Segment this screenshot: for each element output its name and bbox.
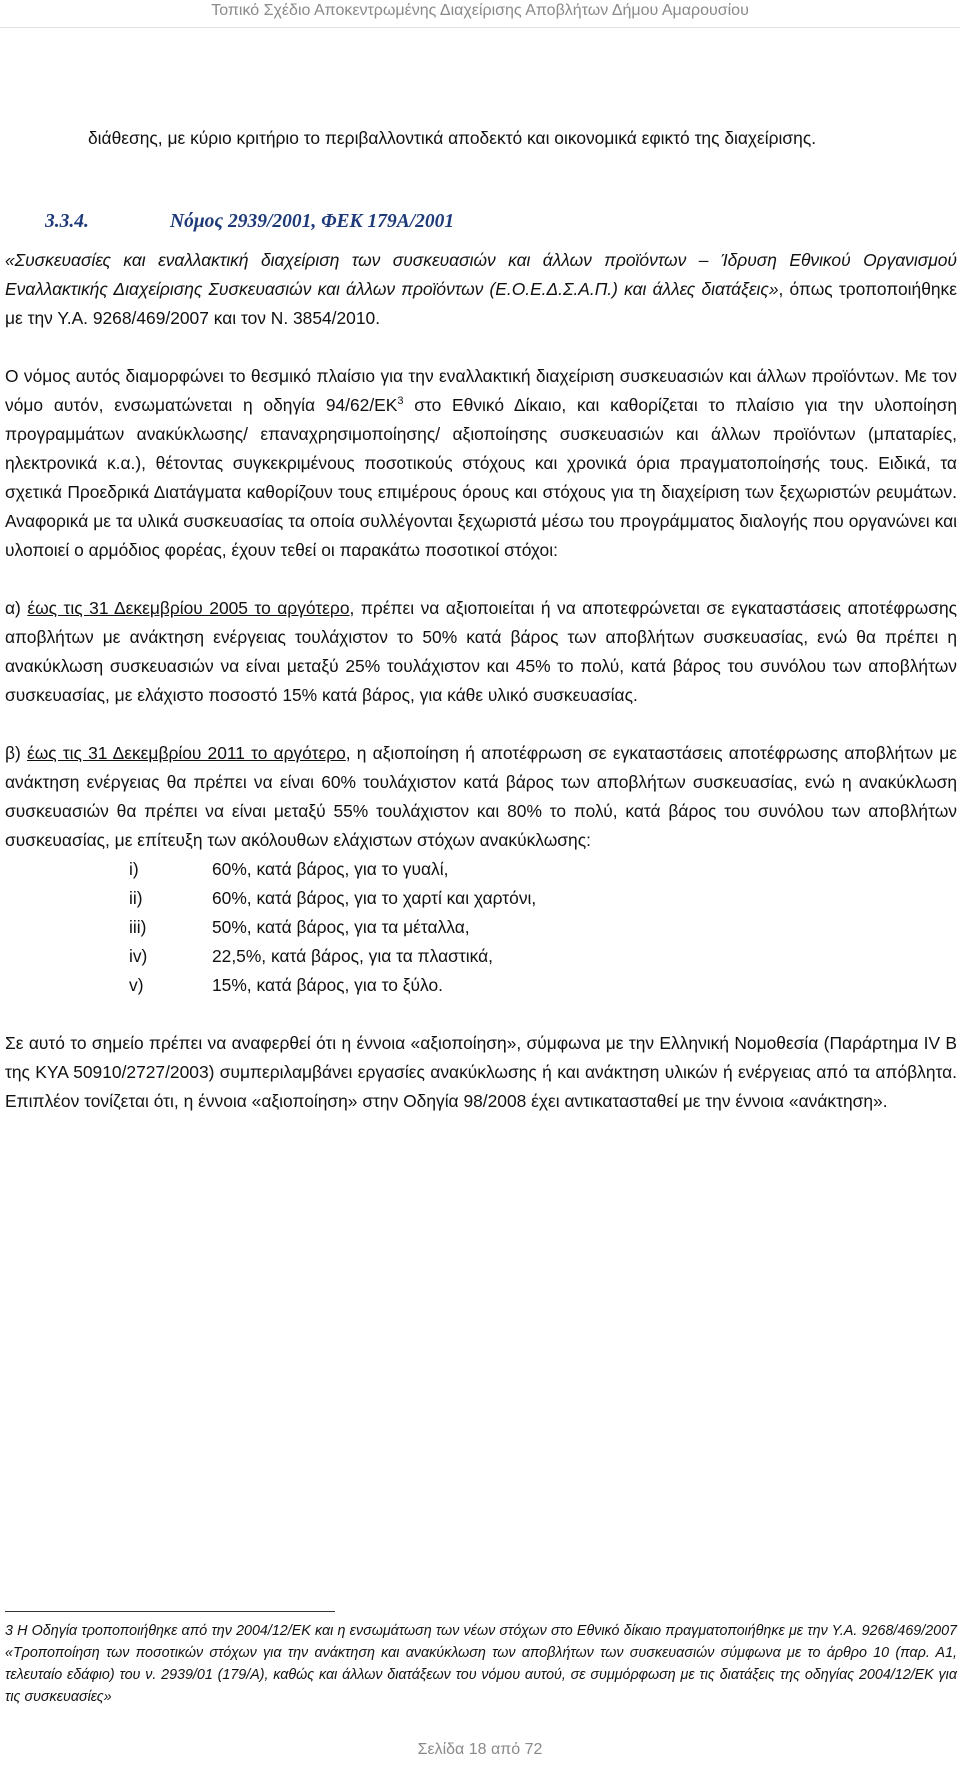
recycling-targets-list: [5, 855, 957, 1000]
paragraph-target-a: α) έως τις 31 Δεκεμβρίου 2005 το αργότερο, πρέπει να αξιοποιείται ή να αποτεφρώνεται σε εγκαταστάσεις αποτέφρωσης αποβλήτων με ανάκτηση ενέργειας τουλάχιστον το 50% κατά βάρος των αποβλήτων συσκευασίας, ενώ θα πρέπει η ανακύκλωση συσκευασιών να είναι μεταξύ 25% τουλάχιστον και 45% το πολύ, κατά βάρος του συνόλου των αποβλήτων συσκευασίας, με ελάχιστο ποσοστό 15% κατά βάρος, για κάθε υλικό συσκευασίας.: [5, 598, 957, 705]
list-item: v) 15%, κατά βάρος, για το ξύλο.: [129, 975, 443, 995]
footnote: 3 Η Οδηγία τροποποιήθηκε από την 2004/12/ΕΚ και η ενσωμάτωση των νέων στόχων στο Εθνικό δίκαιο πραγματοποιήθηκε με την Υ.Α. 9268/469/2007 «Τροποποίηση των ποσοτικών στόχων για την ανάκτηση και ανακύκλωση των αποβλήτων των συσκευασιών σύμφωνα με το άρθρο 10 (παρ. Α1, τελευταίο εδάφιο) του ν. 2939/01 (179/Α), καθώς και άλλων διατάξεων του νόμου αυτού, σε συμμόρφωση με τις διατάξεις της οδηγίας 2004/12/ΕΚ για τις συσκευασίες»: [5, 1623, 957, 1705]
paragraph-target-b: β) έως τις 31 Δεκεμβρίου 2011 το αργότερο, η αξιοποίηση ή αποτέφρωση σε εγκαταστάσεις αποτέφρωσης αποβλήτων με ανάκτηση ενέργειας θα πρέπει να είναι 60% τουλάχιστον κατά βάρος των αποβλήτων συσκευασίας, ενώ η ανακύκλωση συσκευασιών θα πρέπει να είναι μεταξύ 55% τουλάχιστον και 80% το πολύ, κατά βάρος του συνόλου των αποβλήτων συσκευασίας, με επίτευξη των ακόλουθων ελάχιστων στόχων ανακύκλωσης:: [5, 743, 957, 850]
section-title: Νόμος 2939/2001, ΦΕΚ 179Α/2001: [170, 211, 455, 232]
document-body: [5, 124, 957, 1116]
law-title-paragraph: [5, 246, 957, 333]
page-number: Σελίδα 18 από 72: [417, 1741, 543, 1758]
header-divider: [0, 27, 960, 28]
footnote-divider: [5, 1611, 335, 1612]
paragraph-recovery-note: Σε αυτό το σημείο πρέπει να αναφερθεί ότι η έννοια «αξιοποίηση», σύμφωνα με την Ελληνική Νομοθεσία (Παράρτημα IV B της ΚΥΑ 50910/2727/2003) συμπεριλαμβάνει εργασίες ανακύκλωσης ή και ανάκτηση υλικών ή ενέργειας από τα απόβλητα. Επιπλέον τονίζεται ότι, η έννοια «αξιοποίηση» στην Οδηγία 98/2008 έχει αντικατασταθεί με την έννοια «ανάκτηση».: [5, 1033, 957, 1111]
law-title-rest: , όπως τροποποιήθηκε με την Υ.Α. 9268/469/2007 και τον Ν. 3854/2010.: [5, 279, 957, 328]
list-item: iii) 50%, κατά βάρος, για τα μέταλλα,: [129, 917, 470, 937]
paragraph-framework: Ο νόμος αυτός διαμορφώνει το θεσμικό πλαίσιο για την εναλλακτική διαχείριση συσκευασιών και άλλων προϊόντων. Με τον νόμο αυτόν, ενσωματώνεται η οδηγία $94/62/EK^3$ στο Εθνικό Δίκαιο, και καθορίζεται το πλαίσιο για την υλοποίηση προγραμμάτων ανακύκλωσης/ επαναχρησιμοποίησης/ αξιοποίησης συσκευασιών και άλλων προϊόντων (μπαταρίες, ηλεκτρονικά κ.α.), θέτοντας συγκεκριμένους ποσοτικούς στόχους και χρονικά όρια πραγματοποίησής τους. Ειδικά, τα σχετικά Προεδρικά Διατάγματα καθορίζουν τους επιμέρους όρους και στόχους για τη διαχείριση των ξεχωριστών ρευμάτων. Αναφορικά με τα υλικά συσκευασίας τα οποία συλλέγονται ξεχωριστά μέσω του προγράμματος διαλογής που οργανώνει και υλοποιεί ο αρμόδιος φορέας, έχουν τεθεί οι παρακάτω ποσοτικοί στόχοι:: [5, 366, 958, 560]
deadline-2011: έως τις 31 Δεκεμβρίου 2011 το αργότερο: [26, 743, 346, 763]
page-header: Τοπικό Σχέδιο Αποκεντρωμένης Διαχείρισης Αποβλήτων Δήμου Αμαρουσίου: [211, 2, 749, 19]
section-heading: [5, 207, 957, 236]
list-item: ii) 60%, κατά βάρος, για το χαρτί και χαρτόνι,: [129, 888, 537, 908]
deadline-2005: έως τις 31 Δεκεμβρίου 2005 το αργότερο: [27, 598, 350, 618]
footnote-ref[interactable]: 3: [397, 395, 404, 407]
intro-continuation: διάθεσης, με κύριο κριτήριο το περιβαλλοντικά αποδεκτό και οικονομικά εφικτό της διαχείρισης.: [88, 128, 817, 148]
list-item: i) 60%, κατά βάρος, για το γυαλί,: [129, 859, 449, 879]
list-item: iv) 22,5%, κατά βάρος, για τα πλαστικά,: [129, 946, 493, 966]
section-number: 3.3.4.: [45, 211, 89, 232]
law-title: «Συσκευασίες και εναλλακτική διαχείριση των συσκευασιών και άλλων προϊόντων – Ίδρυση Εθνικού Οργανισμού Εναλλακτικής Διαχείρισης Συσκευασιών και άλλων προϊόντων (Ε.Ο.Ε.Δ.Σ.Α.Π.) και άλλες διατάξεις»: [5, 250, 957, 299]
